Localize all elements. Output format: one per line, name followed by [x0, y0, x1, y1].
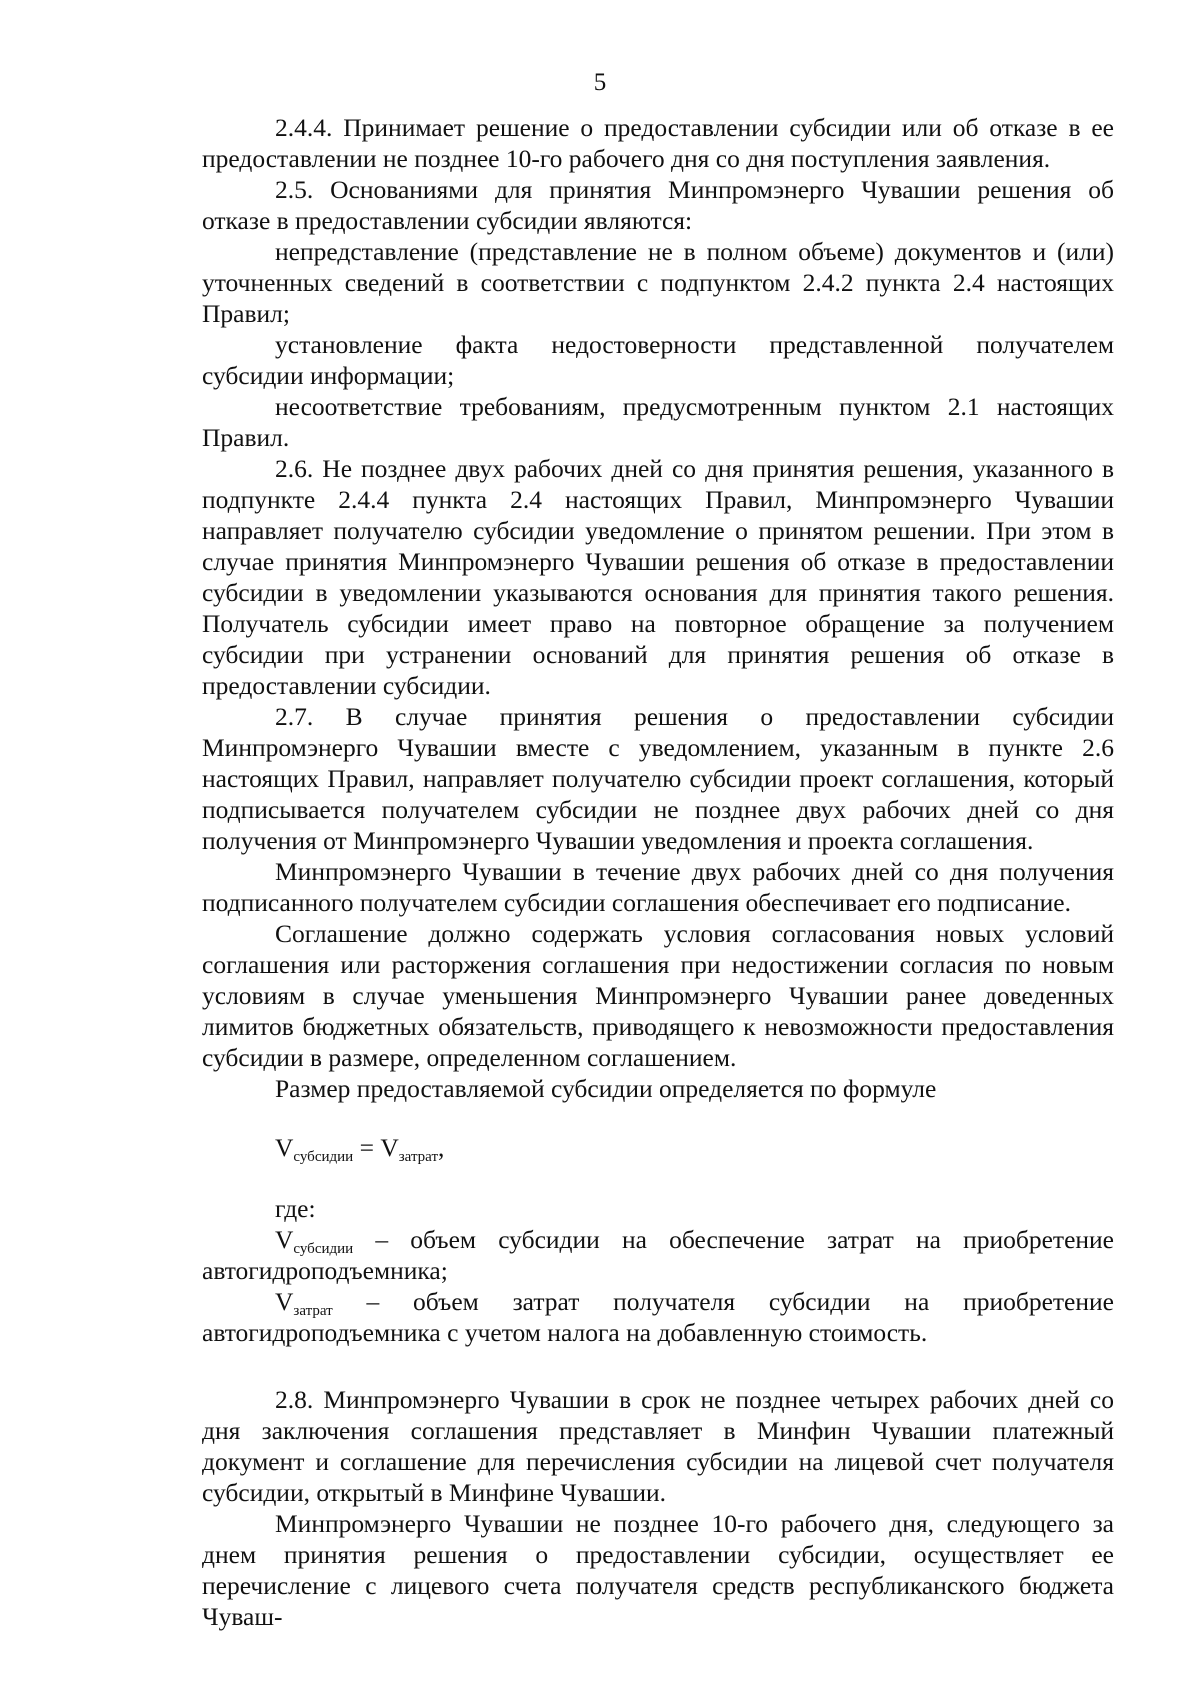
formula-lhs-symbol: V [275, 1133, 294, 1162]
definition-v-subsidy-text: – объем субсидии на обеспечение затрат на приобретение автогидроподъемника; [202, 1225, 1114, 1285]
definition-v-costs-symbol: V [275, 1287, 294, 1316]
definition-v-subsidy-symbol: V [275, 1225, 294, 1254]
formula-rhs-subscript: затрат [398, 1149, 439, 1165]
paragraph-2-4-4: 2.4.4. Принимает решение о предоставлении субсидии или об отказе в ее предоставлении не позднее 10-го рабочего дня со дня поступления заявления. [202, 113, 1114, 173]
paragraph-2-7-signing: Минпромэнерго Чувашии в течение двух рабочих дней со дня получения подписанного получателем субсидии соглашения обеспечивает его подписание. [202, 857, 1114, 917]
paragraph-2-6: 2.6. Не позднее двух рабочих дней со дня принятия решения, указанного в подпункте 2.4.4 пункта 2.4 настоящих Правил, Минпромэнерго Чувашии направляет получателю субсидии уведомление о принятом решении. При этом в случае принятия Минпромэнерго Чувашии решения об отказе в предоставлении субсидии в уведомлении указываются основания для принятия такого решения. Получатель субсидии имеет право на повторное обращение за получением субсидии при устранении оснований для принятия решения об отказе в предоставлении субсидии. [202, 454, 1114, 700]
paragraph-2-7-agreement-terms: Соглашение должно содержать условия согласования новых условий соглашения или расторжения соглашения при недостижении согласия по новым условиям в случае уменьшения Минпромэнерго Чувашии ранее доведенных лимитов бюджетных обязательств, приводящего к невозможности предоставления субсидии в размере, определенном соглашением. [202, 919, 1114, 1072]
section-spacer [202, 1348, 1114, 1384]
document-body [202, 112, 1114, 1632]
paragraph-2-5-reason-1: непредставление (представление не в полном объеме) документов и (или) уточненных сведений в соответствии с подпунктом 2.4.2 пункта 2.4 настоящих Правил; [202, 237, 1114, 328]
definition-v-costs-subscript: затрат [293, 1303, 333, 1319]
paragraph-2-7: 2.7. В случае принятия решения о предоставлении субсидии Минпромэнерго Чувашии вместе с уведомлением, указанным в пункте 2.6 настоящих Правил, направляет получателю субсидии проект соглашения, который подписывается получателем субсидии не позднее двух рабочих дней со дня получения от Минпромэнерго Чувашии уведомления и проекта соглашения. [202, 702, 1114, 855]
formula-lhs-subscript: субсидии [293, 1149, 354, 1165]
formula-where-label: где: [275, 1194, 316, 1223]
subsidy-formula [202, 1132, 1114, 1163]
paragraph-2-5: 2.5. Основаниями для принятия Минпромэнерго Чувашии решения об отказе в предоставлении субсидии являются: [202, 175, 1114, 235]
definition-v-subsidy-subscript: субсидии [293, 1241, 354, 1257]
paragraph-2-5-reason-3: несоответствие требованиям, предусмотренным пунктом 2.1 настоящих Правил. [202, 392, 1114, 452]
formula-rhs-symbol: V [380, 1133, 399, 1162]
paragraph-formula-intro: Размер предоставляемой субсидии определяется по формуле [275, 1074, 937, 1103]
formula-trail: , [438, 1133, 445, 1162]
definition-v-costs-text: – объем затрат получателя субсидии на приобретение автогидроподъемника с учетом налога на добавленную стоимость. [202, 1287, 1114, 1347]
paragraph-2-5-reason-2: установление факта недостоверности представленной получателем субсидии информации; [202, 330, 1114, 390]
definition-v-subsidy [202, 1224, 1114, 1286]
paragraph-2-8-transfer: Минпромэнерго Чувашии не позднее 10-го рабочего дня, следующего за днем принятия решения о предоставлении субсидии, осуществляет ее перечисление с лицевого счета получателя средств республиканского бюджета Чуваш- [202, 1509, 1114, 1631]
formula-equals: = [353, 1133, 381, 1162]
definition-v-costs [202, 1286, 1114, 1348]
page-number: 5 [593, 69, 607, 96]
paragraph-2-8: 2.8. Минпромэнерго Чувашии в срок не позднее четырех рабочих дней со дня заключения соглашения представляет в Минфин Чувашии платежный документ и соглашение для перечисления субсидии на лицевой счет получателя субсидии, открытый в Минфине Чувашии. [202, 1385, 1114, 1507]
